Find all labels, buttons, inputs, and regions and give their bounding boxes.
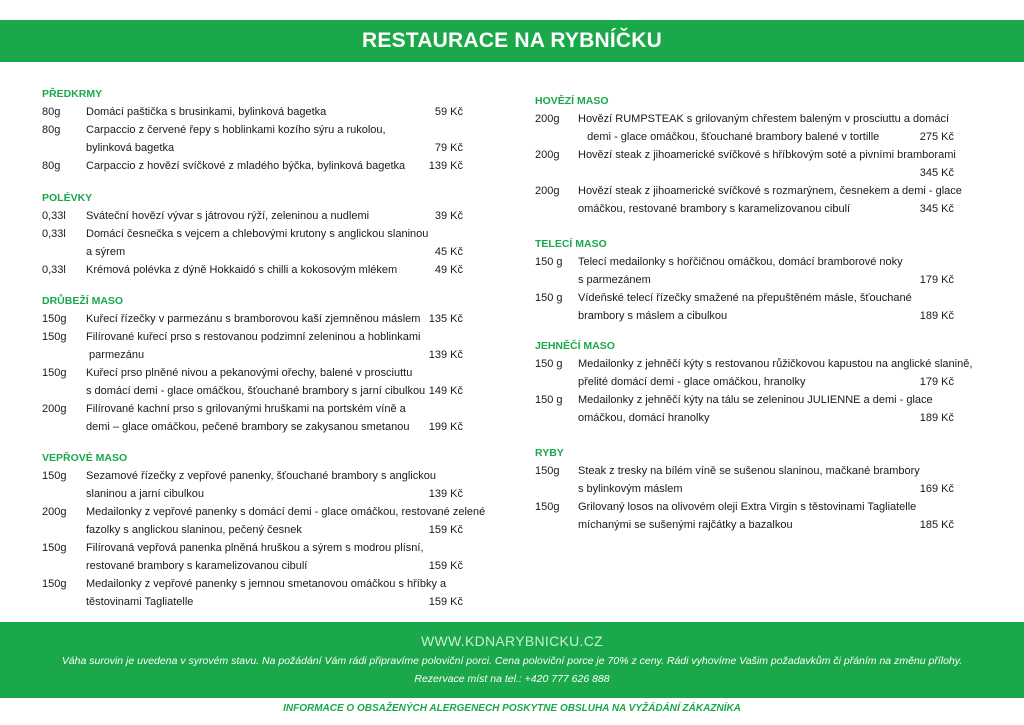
item-weight: 150 g (535, 358, 563, 370)
item-weight: 200g (535, 185, 560, 197)
item-price: 189 Kč (919, 310, 954, 322)
menu-item (535, 391, 960, 427)
menu-item-line (42, 157, 467, 175)
menu-item-line (42, 207, 467, 225)
item-description: Domácí paštička s brusinkami, bylinková bagetka (86, 106, 327, 118)
item-price: 39 Kč (434, 210, 463, 222)
menu-item-line (535, 480, 960, 498)
item-description: demi - glace omáčkou, šťouchané brambory balené v tortille (578, 131, 880, 143)
item-price: 275 Kč (919, 131, 954, 143)
section-title: TELECÍ MASO (535, 238, 607, 250)
menu-section-teleci-maso (535, 235, 960, 325)
menu-item-line (535, 355, 973, 373)
menu-item (535, 355, 973, 391)
menu-section-veprove-maso (42, 449, 486, 611)
menu-item-line (42, 103, 467, 121)
menu-item-line (535, 110, 960, 128)
item-weight: 150g (42, 367, 67, 379)
menu-section-predkrmy (42, 85, 467, 175)
item-weight: 200g (42, 403, 67, 415)
menu-section-polevky (42, 189, 467, 279)
item-weight: 200g (42, 506, 67, 518)
item-weight: 150g (535, 501, 560, 513)
menu-item-line (42, 121, 467, 139)
menu-item-line (42, 225, 467, 243)
item-weight: 150 g (535, 256, 563, 268)
item-description: Steak z tresky na bílém víně se sušenou slaninou, mačkané brambory (578, 465, 920, 477)
menu-item-line (535, 271, 960, 289)
item-description: s parmezánem (578, 274, 651, 286)
item-description: Sezamové řízečky z vepřové panenky, šťouchané brambory s anglickou (86, 470, 436, 482)
item-description: Kuřecí prso plněné nivou a pekanovými ořechy, balené v prosciuttu (86, 367, 413, 379)
menu-item-line (42, 418, 467, 436)
item-weight: 150g (42, 313, 67, 325)
item-description: Medailonky z vepřové panenky s domácí demi - glace omáčkou, restované zelené (86, 506, 486, 518)
item-description: Domácí česnečka s vejcem a chlebovými krutony s anglickou slaninou (86, 228, 429, 240)
section-title: JEHNĚČÍ MASO (535, 340, 615, 352)
menu-item-line (42, 557, 467, 575)
item-description: Carpaccio z hovězí svíčkové z mladého býčka, bylinková bagetka (86, 160, 406, 172)
menu-item-line (42, 503, 486, 521)
item-weight: 150g (42, 470, 67, 482)
item-description: Hovězí steak z jihoamerické svíčkové s hříbkovým soté a pivními bramborami (578, 149, 956, 161)
item-price: 79 Kč (434, 142, 463, 154)
item-description: a sýrem (86, 246, 126, 258)
section-title: HOVĚZÍ MASO (535, 95, 609, 107)
menu-item-line (535, 200, 960, 218)
reservation-note: Rezervace míst na tel.: +420 777 626 888 (414, 673, 610, 685)
item-price: 345 Kč (919, 167, 954, 179)
menu-section-drubezi-maso (42, 292, 467, 436)
menu-item (42, 539, 467, 575)
item-weight: 80g (42, 124, 61, 136)
menu-item (535, 110, 960, 146)
menu-item-line (535, 128, 960, 146)
item-weight: 150g (535, 465, 560, 477)
menu-item-line (535, 253, 960, 271)
menu-item-line (535, 289, 960, 307)
item-price: 179 Kč (919, 274, 954, 286)
section-title: RYBY (535, 447, 564, 459)
item-price: 139 Kč (428, 160, 463, 172)
item-price: 135 Kč (428, 313, 463, 325)
menu-item-line (42, 310, 467, 328)
item-description: Carpaccio z červené řepy s hoblinkami kozího sýru a rukolou, (86, 124, 386, 136)
menu-item (42, 328, 467, 364)
menu-item (42, 467, 467, 503)
item-description: demi – glace omáčkou, pečené brambory se zakysanou smetanou (86, 421, 410, 433)
item-price: 179 Kč (919, 376, 954, 388)
item-description: Sváteční hovězí vývar s játrovou rýží, zeleninou a nudlemi (86, 210, 370, 222)
item-description: omáčkou, domácí hranolky (578, 412, 710, 424)
item-price: 159 Kč (428, 524, 463, 536)
menu-item-line (535, 182, 960, 200)
item-description: Filírované kachní prso s grilovanými hruškami na portském víně a (86, 403, 406, 415)
website-link[interactable]: WWW.KDNARYBNICKU.CZ (421, 633, 603, 649)
section-title: PŘEDKRMY (42, 88, 103, 100)
item-price: 45 Kč (434, 246, 463, 258)
menu-item-line (42, 575, 467, 593)
menu-item (42, 503, 486, 539)
item-weight: 150g (42, 578, 67, 590)
menu-item-line (535, 391, 960, 409)
menu-section-ryby (535, 444, 960, 534)
menu-item (535, 498, 960, 534)
section-title: VEPŘOVÉ MASO (42, 452, 128, 464)
section-title: DRŮBEŽÍ MASO (42, 295, 124, 307)
item-description: Kuřecí řízečky v parmezánu s bramborovou kaší zjemněnou máslem (86, 313, 421, 325)
menu-item-line (42, 521, 467, 539)
item-description: Medailonky z jehněčí kýty na tálu se zeleninou JULIENNE a demi - glace (578, 394, 933, 406)
item-weight: 150g (42, 542, 67, 554)
menu-item (42, 310, 467, 328)
item-price: 159 Kč (428, 596, 463, 608)
item-price: 149 Kč (428, 385, 463, 397)
menu-item (42, 225, 467, 261)
allergen-notice: INFORMACE O OBSAŽENÝCH ALERGENECH POSKYTNE OBSLUHA NA VYŽÁDÁNÍ ZÁKAZNÍKA (283, 703, 741, 714)
menu-item-line (535, 164, 960, 182)
item-description: těstovinami Tagliatelle (86, 596, 194, 608)
item-description: omáčkou, restované brambory s karamelizovanou cibulí (578, 203, 851, 215)
item-weight: 200g (535, 149, 560, 161)
item-weight: 80g (42, 106, 61, 118)
menu-item (42, 261, 467, 279)
item-description: bylinková bagetka (86, 142, 175, 154)
menu-item (42, 121, 467, 157)
menu-item-line (535, 462, 960, 480)
item-weight: 150 g (535, 394, 563, 406)
item-weight: 150 g (535, 292, 563, 304)
item-price: 59 Kč (434, 106, 463, 118)
menu-item-line (42, 328, 467, 346)
item-description: Telecí medailonky s hořčičnou omáčkou, domácí bramborové noky (578, 256, 903, 268)
footer-bar (0, 622, 1024, 698)
item-price: 345 Kč (919, 203, 954, 215)
menu-item-line (42, 400, 467, 418)
menu-item-line (42, 485, 467, 503)
menu-item-line (535, 516, 960, 534)
menu-item (42, 575, 467, 611)
item-description: Medailonky z jehněčí kýty s restovanou růžičkovou kapustou na anglické slanině, (578, 358, 973, 370)
portion-note: Váha surovin je uvedena v syrovém stavu. Na požádání Vám rádi připravíme poloviční porci. Cena poloviční porce je 70% z ceny. Rádi vyhovíme Vašim požadavkům či přáním na změnu přílohy. (61, 655, 963, 667)
item-weight: 0,33l (42, 264, 66, 276)
item-weight: 0,33l (42, 228, 66, 240)
menu-item-line (535, 498, 960, 516)
item-price: 199 Kč (428, 421, 463, 433)
menu-item-line (42, 139, 467, 157)
item-description: Hovězí RUMPSTEAK s grilovaným chřestem baleným v prosciuttu a domácí (578, 113, 950, 125)
item-price: 189 Kč (919, 412, 954, 424)
menu-item-line (42, 261, 467, 279)
item-description: s bylinkovým máslem (578, 483, 683, 495)
item-price: 49 Kč (434, 264, 463, 276)
item-description: parmezánu (86, 349, 145, 361)
menu-item-line (535, 409, 960, 427)
menu-item (42, 364, 467, 400)
menu-item-line (42, 346, 467, 364)
menu-item-line (42, 593, 467, 611)
item-price: 159 Kč (428, 560, 463, 572)
item-price: 139 Kč (428, 488, 463, 500)
menu-item-line (535, 307, 960, 325)
menu-item (535, 182, 960, 218)
menu-item (535, 289, 960, 325)
item-price: 139 Kč (428, 349, 463, 361)
menu-item (42, 103, 467, 121)
menu-item (535, 462, 960, 498)
item-description: Hovězí steak z jihoamerické svíčkové s rozmarýnem, česnekem a demi - glace (578, 185, 962, 197)
page-title: RESTAURACE NA RYBNÍČKU (362, 29, 662, 52)
item-description: Vídeňské telecí řízečky smažené na přepuštěném másle, šťouchané (578, 292, 912, 304)
item-description: Medailonky z vepřové panenky s jemnou smetanovou omáčkou s hříbky a (86, 578, 447, 590)
item-price: 185 Kč (919, 519, 954, 531)
item-description: Grilovaný losos na olivovém oleji Extra Virgin s těstovinami Tagliatelle (578, 501, 917, 513)
item-weight: 200g (535, 113, 560, 125)
menu-item-line (42, 243, 467, 261)
menu-item (535, 253, 960, 289)
menu-item-line (42, 364, 467, 382)
menu-item (42, 207, 467, 225)
menu-item-line (535, 373, 960, 391)
item-description: slaninou a jarní cibulkou (86, 488, 205, 500)
item-price: 169 Kč (919, 483, 954, 495)
item-description: Filírovaná vepřová panenka plněná hruškou a sýrem s modrou plísní, (86, 542, 424, 554)
item-description: Krémová polévka z dýně Hokkaidó s chilli a kokosovým mlékem (86, 264, 398, 276)
item-description: brambory s máslem a cibulkou (578, 310, 728, 322)
menu-item-line (42, 539, 467, 557)
item-weight: 0,33l (42, 210, 66, 222)
menu-section-hovezi-maso (535, 92, 960, 218)
item-weight: 80g (42, 160, 61, 172)
menu-item (42, 400, 467, 436)
item-description: přelité domácí demi - glace omáčkou, hranolky (578, 376, 806, 388)
item-description: s domácí demi - glace omáčkou, šťouchané brambory s jarní cibulkou (86, 385, 426, 397)
menu-item-line (42, 467, 467, 485)
item-description: míchanými se sušenými rajčátky a bazalkou (578, 519, 793, 531)
menu-item (535, 146, 960, 182)
menu-item-line (42, 382, 467, 400)
header-bar (0, 20, 1024, 62)
item-description: Filírované kuřecí prso s restovanou podzimní zeleninou a hoblinkami (86, 331, 421, 343)
menu-item-line (535, 146, 960, 164)
item-weight: 150g (42, 331, 67, 343)
menu-section-jehneci-maso (535, 337, 973, 427)
item-description: fazolky s anglickou slaninou, pečený česnek (86, 524, 302, 536)
section-title: POLÉVKY (42, 192, 93, 204)
menu-item (42, 157, 467, 175)
item-description: restované brambory s karamelizovanou cibulí (86, 560, 308, 572)
